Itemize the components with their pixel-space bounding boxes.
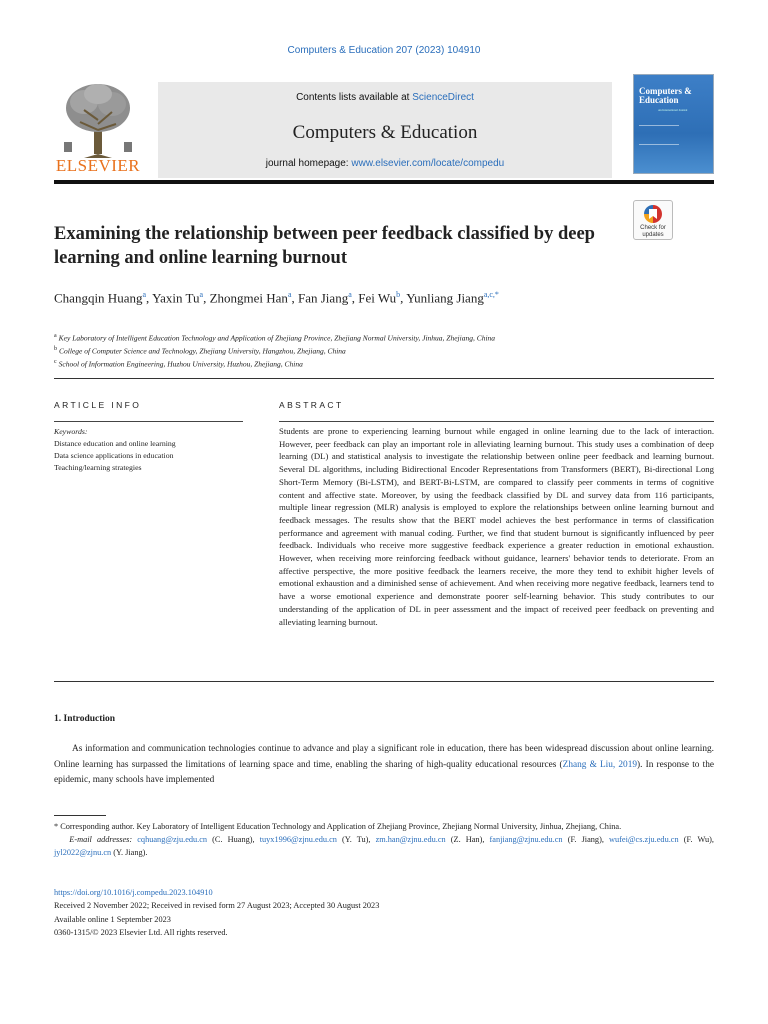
email-link[interactable]: tuyx1996@zjnu.edu.cn [259, 835, 337, 844]
author-affiliation-mark[interactable]: a [142, 290, 147, 299]
email-owner: (Y. Tu), [342, 835, 371, 844]
author-affiliation-mark[interactable]: b [396, 290, 401, 299]
cover-decoration [639, 125, 679, 145]
email-addresses [54, 833, 714, 859]
check-for-updates-button[interactable] [633, 200, 673, 240]
journal-citation-link[interactable]: Computers & Education 207 (2023) 104910 [287, 45, 481, 56]
sciencedirect-link[interactable]: ScienceDirect [412, 92, 474, 103]
abstract-text: Students are prone to experiencing learning burnout while engaged in online learning due to the lack of interaction. However, peer feedback can play an important role in alleviating learning burnout. This study uses a combination of deep learning (DL) and statistical analysis to investigate the relationship between online peer feedback and learning burnout. Several DL algorithms, including Bidirectional Encoder Representations from Transformers (BERT), Bi-directional Long Short-Term Memory (Bi-LSTM), and BERT-Bi-LSTM, are compared to classify peer comments in terms of cognitive content and affective state. Moreover, by using the feedback classified by DL and survey data from 116 participants, multiple linear regression (MLR) analysis is employed to explore the relationships between online learning burnout and feedback messages. The results show that the BERT model achieves the best performance in terms of classification performance and agreement with manual coding. Further, we find that student burnout is significantly influenced by peer feedback. Individuals who receive more suggestive feedback experience a greater reduction in emotional exhaustion. However, when receiving more reinforcing feedback without guidance, learners' behavior tends to deteriorate. From an affective perspective, the more positive feedback the learners receive, the more they tend to exhibit higher levels of emotional exhaustion and a diminished sense of achievement. And when receiving more negative feedback, learners tend to have a worse emotional experience and demonstrate poorer self-learning behavior. This study contributes to our understanding of the application of DL in peer assessment and the impact of received peer feedback on preventing and alleviating learning burnout. [279, 426, 714, 627]
journal-header [54, 72, 714, 184]
journal-name: Computers & Education [292, 122, 478, 143]
check-for-updates-label: Check for updates [640, 225, 666, 238]
doi-link[interactable]: https://doi.org/10.1016/j.compedu.2023.104910 [54, 888, 213, 897]
footnotes [54, 820, 714, 859]
author-affiliation-mark[interactable]: a [348, 290, 352, 299]
email-label: E-mail addresses: [69, 835, 133, 844]
homepage-link[interactable]: www.elsevier.com/locate/compedu [351, 158, 505, 169]
header-divider [54, 180, 714, 184]
affiliation-text: School of Information Engineering, Huzhou University, Huzhou, Zhejiang, China [58, 359, 303, 369]
elsevier-wordmark: ELSEVIER [55, 156, 141, 175]
cover-subtitle: An International Journal [658, 108, 688, 112]
citation-link[interactable]: Zhang & Liu, 2019 [562, 759, 637, 770]
introduction-paragraph [54, 742, 714, 789]
affiliation-item [54, 344, 714, 357]
author-name[interactable]: Changqin Huang [54, 290, 143, 306]
copyright: 0360-1315/© 2023 Elsevier Ltd. All rights reserved. [54, 927, 228, 937]
email-link[interactable]: jyl2022@zjnu.cn [54, 848, 112, 857]
author-affiliation-mark[interactable]: a,c,* [483, 290, 499, 299]
bookmark-icon [644, 205, 662, 223]
email-link[interactable]: fanjiang@zjnu.edu.cn [489, 835, 563, 844]
author-name[interactable]: Zhongmei Han [209, 290, 288, 306]
author-name[interactable]: Yaxin Tu [152, 290, 200, 306]
email-owner: (F. Jiang), [567, 835, 604, 844]
keyword-item: Data science applications in education [54, 451, 174, 460]
received-dates: Received 2 November 2022; Received in revised form 27 August 2023; Accepted 30 August 2023 [54, 901, 380, 911]
abstract-divider [279, 421, 714, 422]
intro-text-part: As information and communication technologies continue to advance and play a significant role in education, there has been widespread discussion about online learning. Online learning has surpassed the limitations of learning space and time, enabling the sharing of high-quality educational resources ( [54, 744, 714, 770]
author-list: Changqin Huang$^a$, Yaxin Tu$^a$, Zhongmei Han$^a$, Fan Jiang$^a$, Fei Wu$^b$, Yunliang Jiang$^{a,c,*}$ [54, 290, 499, 306]
affiliation-text: Key Laboratory of Intelligent Education Technology and Application of Zhejiang Province, Zhejiang Normal University, Jinhua, Zhejiang, China [58, 333, 496, 343]
section-divider [54, 378, 714, 379]
article-metadata [54, 886, 714, 939]
corresponding-author-note: * Corresponding author. Key Laboratory of Intelligent Education Technology and Application of Zhejiang Province, Zhejiang Normal University, Jinhua, Zhejiang, China. [54, 822, 622, 831]
affiliation-text: College of Computer Science and Technology, Zhejiang University, Hangzhou, Zhejiang, China [59, 346, 346, 356]
author-name[interactable]: Fan Jiang [298, 290, 349, 306]
affiliation-label: b [54, 346, 57, 352]
email-link[interactable]: wufei@cs.zju.edu.cn [609, 835, 679, 844]
author-name[interactable]: Yunliang Jiang [406, 290, 484, 306]
abstract-heading: ABSTRACT [279, 400, 344, 410]
affiliation-list [54, 331, 714, 370]
journal-header-band [158, 82, 612, 178]
keywords-block [54, 426, 249, 474]
keyword-item: Teaching/learning strategies [54, 463, 142, 472]
author-affiliation-mark[interactable]: a [199, 290, 204, 299]
author-name[interactable]: Fei Wu [358, 290, 397, 306]
journal-homepage [158, 158, 612, 169]
affiliation-item [54, 331, 714, 344]
keywords-label: Keywords: [54, 427, 88, 436]
introduction-heading: 1. Introduction [54, 714, 116, 724]
email-owner: (C. Huang), [212, 835, 255, 844]
email-owner: (Z. Han), [450, 835, 485, 844]
section-divider [54, 681, 714, 682]
intro-text-part: ). In response to the epidemic, many schools have implemented [54, 759, 714, 785]
affiliation-item [54, 357, 714, 370]
article-title: Examining the relationship between peer feedback classified by deep learning and online learning burnout [54, 224, 595, 268]
author-affiliation-mark[interactable]: a [287, 290, 292, 299]
article-info-divider [54, 421, 243, 422]
keyword-item: Distance education and online learning [54, 439, 176, 448]
contents-availability [158, 92, 612, 103]
contents-prefix: Contents lists available at [296, 92, 413, 103]
email-link[interactable]: cqhuang@zju.edu.cn [137, 835, 208, 844]
available-online: Available online 1 September 2023 [54, 914, 171, 924]
email-owner: (Y. Jiang). [113, 848, 148, 857]
email-link[interactable]: zm.han@zjnu.edu.cn [375, 835, 446, 844]
email-owner: (F. Wu), [683, 835, 714, 844]
footnote-divider [54, 815, 106, 816]
affiliation-label: c [54, 359, 57, 365]
homepage-prefix: journal homepage: [265, 158, 352, 169]
affiliation-label: a [54, 333, 57, 339]
journal-cover-image[interactable] [633, 74, 714, 174]
cover-title: Computers & Education [639, 86, 692, 105]
article-info-heading: ARTICLE INFO [54, 400, 142, 410]
